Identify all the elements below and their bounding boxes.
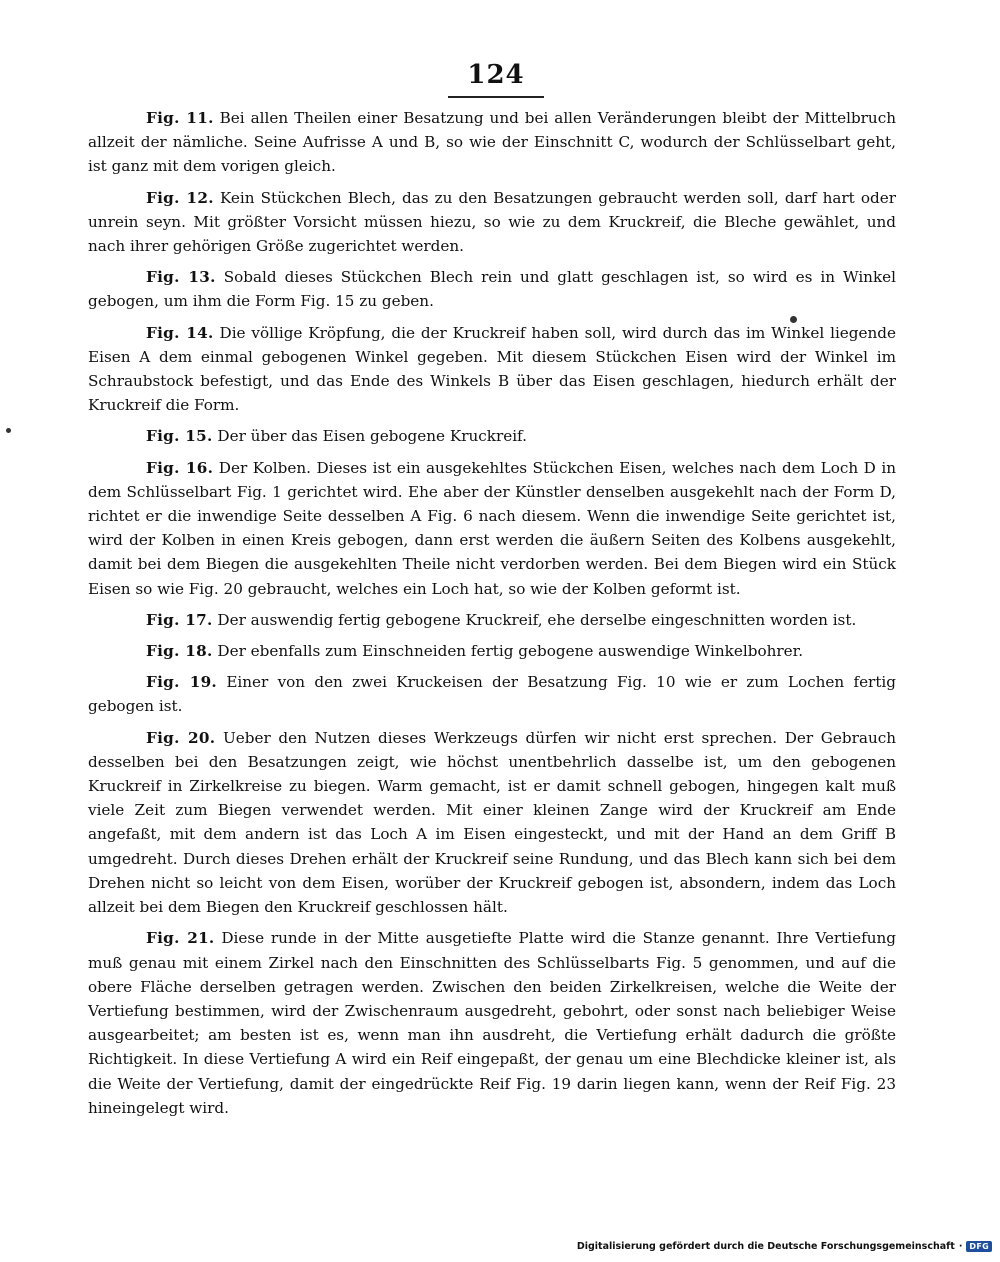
body-text xyxy=(88,106,896,1127)
paragraph-text: Diese runde in der Mitte ausgetiefte Platte wird die Stanze genannt. Ihre Vertiefung muß genau mit einem Zirkel nach den Einschnitten des Schlüsselbarts Fig. 5 genommen, und auf die obere Fläche derselben getragen werden. Zwischen den beiden Zirkelkreisen, welche die Weite der Vertiefung bestimmen, wird der Zwischenraum ausgedreht, gebohrt, oder sonst nach beliebiger Weise ausgearbeitet; am besten ist es, wenn man ihn ausdreht, die Vertiefung erhält dadurch die größte Richtigkeit. In diese Vertiefung A wird ein Reif eingepaßt, der genau um eine Blechdicke kleiner ist, als die Weite der Vertiefung, damit der eingedrückte Reif Fig. 19 darin liegen kann, wenn der Reif Fig. 23 hineingelegt wird. xyxy=(88,929,896,1117)
paragraph-text: Die völlige Kröpfung, die der Kruckreif haben soll, wird durch das im Winkel liegende Eisen A dem einmal gebogenen Winkel gegeben. Mit diesem Stückchen Eisen wird der Winkel im Schraubstock befestigt, und das Ende des Winkels B über das Eisen geschlagen, hiedurch erhält der Kruckreif die Form. xyxy=(88,323,896,415)
figure-label: Fig. 17. xyxy=(146,610,213,629)
figure-label: Fig. 11. xyxy=(146,109,214,127)
figure-label: Fig. 20. xyxy=(146,728,216,747)
page-number: 124 xyxy=(467,60,525,90)
paragraph-fig-16 xyxy=(88,456,896,601)
figure-label: Fig. 16. xyxy=(146,458,214,477)
paragraph-text: Der auswendig fertig gebogene Kruckreif, ehe derselbe eingeschnitten worden ist. xyxy=(217,610,857,629)
paragraph-text: Kein Stückchen Blech, das zu den Besatzungen gebraucht werden soll, darf hart oder unrein seyn. Mit größter Vorsicht müssen hiezu, so wie zu dem Kruckreif, die Bleche gewählet, und nach ihrer gehörigen Größe zugerichtet werden. xyxy=(88,188,896,256)
scan-speck xyxy=(6,428,11,433)
paragraph-fig-15 xyxy=(88,424,896,448)
figure-label: Fig. 19. xyxy=(146,673,218,692)
figure-label: Fig. 15. xyxy=(146,427,213,446)
figure-label: Fig. 13. xyxy=(146,268,216,287)
paragraph-fig-11 xyxy=(88,106,896,179)
paragraph-text: Bei allen Theilen einer Besatzung und bei allen Veränderungen bleibt der Mittelbruch allzeit der nämliche. Seine Aufrisse A und B, so wie der Einschnitt C, wodurch der Schlüsselbart geht, ist ganz mit dem vorigen gleich. xyxy=(88,109,896,176)
paragraph-fig-19 xyxy=(88,670,896,718)
figure-label: Fig. 18. xyxy=(146,642,213,661)
footer-text: Digitalisierung gefördert durch die Deutsche Forschungsgemeinschaft xyxy=(576,1241,955,1252)
paragraph-fig-17 xyxy=(88,608,896,632)
paragraph-fig-20 xyxy=(88,726,896,920)
paragraph-text: Der ebenfalls zum Einschneiden fertig gebogene auswendige Winkelbohrer. xyxy=(217,642,804,661)
figure-label: Fig. 12. xyxy=(146,188,214,207)
paragraph-text: Ueber den Nutzen dieses Werkzeugs dürfen wir nicht erst sprechen. Der Gebrauch desselben bei den Besatzungen zeigt, wie höchst unentbehrlich dasselbe ist, um den gebogenen Kruckreif in Zirkelkreise zu biegen. Warm gemacht, ist er damit schnell gebogen, hingegen kalt muß viele Zeit zum Biegen verwendet werden. Mit einer kleinen Zange wird der Kruckreif am Ende angefaßt, mit dem andern ist das Loch A im Eisen eingesteckt, und mit der Hand an dem Griff B umgedreht. Durch dieses Drehen erhält der Kruckreif seine Rundung, und das Blech kann sich bei dem Drehen nicht so leicht von dem Eisen, worüber der Kruckreif gebogen ist, absondern, indem das Loch allzeit bei dem Biegen den Kruckreif geschlossen hält. xyxy=(88,728,897,917)
footer-separator: · xyxy=(958,1241,963,1252)
figure-label: Fig. 21. xyxy=(146,929,215,948)
dfg-logo: DFG xyxy=(966,1241,992,1252)
paragraph-text: Sobald dieses Stückchen Blech rein und glatt geschlagen ist, so wird es in Winkel gebogen, um ihm die Form Fig. 15 zu geben. xyxy=(88,268,897,311)
paragraph-fig-14 xyxy=(88,321,896,418)
paragraph-text: Der über das Eisen gebogene Kruckreif. xyxy=(217,427,527,446)
figure-label: Fig. 14. xyxy=(146,323,214,342)
paragraph-text: Der Kolben. Dieses ist ein ausgekehltes Stückchen Eisen, welches nach dem Loch D in dem Schlüsselbart Fig. 1 gerichtet wird. Ehe aber der Künstler denselben ausgekehlt nach der Form D, richtet er die inwendige Seite desselben A Fig. 6 nach diesem. Wenn die inwendige Seite gerichtet ist, wird der Kolben in einen Kreis gebogen, dann erst werden die äußern Seiten des Kolbens ausgekehlt, damit bei dem Biegen die ausgekehlten Theile nicht verdorben werden. Bei dem Biegen wird ein Stück Eisen so wie Fig. 20 gebraucht, welches ein Loch hat, so wie der Kolben geformt ist. xyxy=(88,458,896,598)
paragraph-fig-18 xyxy=(88,639,896,663)
scan-speck xyxy=(790,316,797,323)
paragraph-fig-21 xyxy=(88,926,896,1120)
page-number-rule xyxy=(448,96,544,98)
digitization-footer xyxy=(577,1241,992,1252)
paragraph-fig-12 xyxy=(88,186,896,259)
paragraph-fig-13 xyxy=(88,265,896,313)
paragraph-text: Einer von den zwei Kruckeisen der Besatzung Fig. 10 wie er zum Lochen fertig gebogen ist. xyxy=(88,673,896,716)
